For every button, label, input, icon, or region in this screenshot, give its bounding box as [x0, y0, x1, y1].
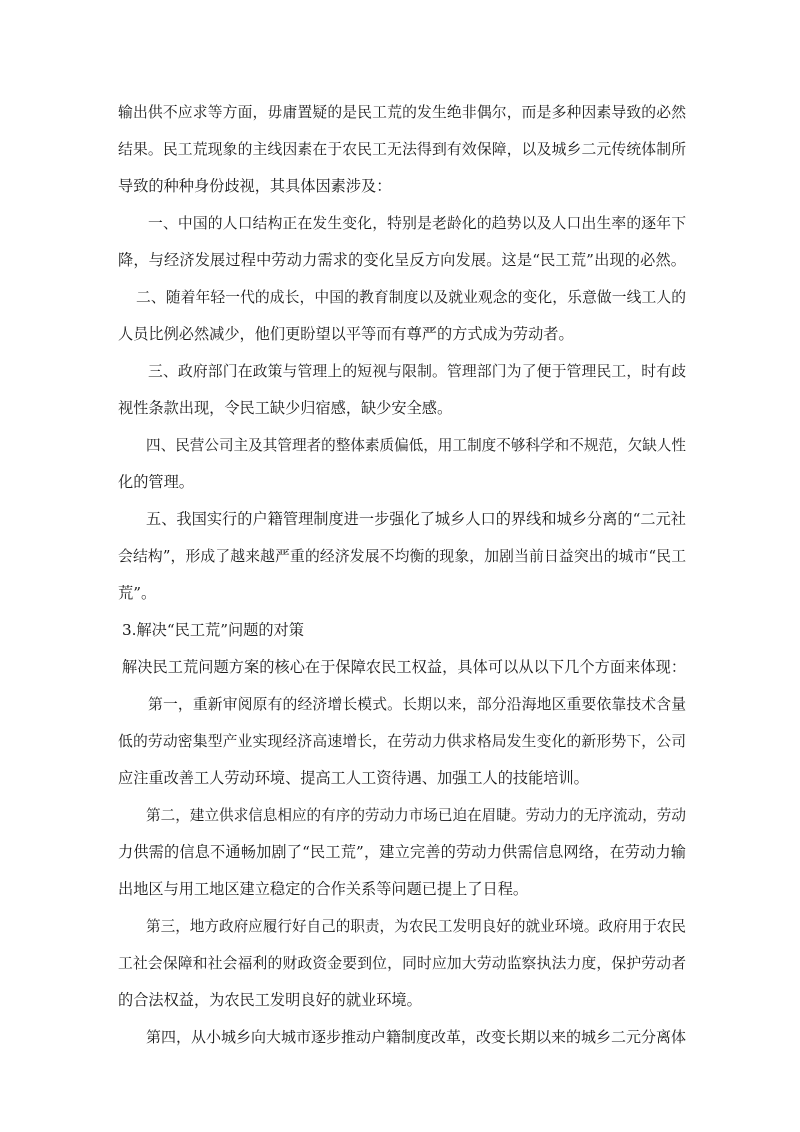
text-line: 一、中国的人口结构正在发生变化，特别是老龄化的趋势以及人口出生率的逐年下 — [148, 215, 686, 232]
text-line: 第三，地方政府应履行好自己的职责，为农民工发明良好的就业环境。政府用于农民 — [146, 918, 686, 935]
text-line: 第二，建立供求信息相应的有序的劳动力市场已迫在眉睫。劳动力的无序流动，劳动 — [146, 807, 686, 824]
document-page — [118, 94, 686, 1056]
text-line: 力供需的信息不通畅加剧了“民工荒”，建立完善的劳动力供需信息网络，在劳动力输 — [118, 843, 686, 861]
text-line: 三、政府部门在政策与管理上的短视与限制。管理部门为了便于管理民工，时有歧 — [148, 363, 686, 380]
text-line: 解决民工荒问题方案的核心在于保障农民工权益，具体可以从以下几个方面来体现： — [122, 658, 686, 676]
text-line: 出地区与用工地区建立稳定的合作关系等问题已提上了日程。 — [118, 880, 529, 898]
text-line: 二、随着年轻一代的成长，中国的教育制度以及就业观念的变化，乐意做一线工人的 — [136, 289, 686, 306]
text-line: 视性条款出现，令民工缺少归宿感，缺少安全感。 — [118, 399, 453, 417]
text-line: 荒”。 — [118, 584, 157, 602]
text-line: 导致的种种身份歧视，其具体因素涉及： — [118, 177, 392, 195]
text-line: 五、我国实行的户籍管理制度进一步强化了城乡人口的界线和城乡分离的“二元社 — [146, 510, 686, 528]
text-line: 输出供不应求等方面，毋庸置疑的是民工荒的发生绝非偶尔，而是多种因素导致的必然 — [118, 104, 686, 121]
text-line: 的合法权益，为农民工发明良好的就业环境。 — [118, 991, 422, 1009]
text-line: 四、民营公司主及其管理者的整体素质偏低，用工制度不够科学和不规范，欠缺人性 — [146, 437, 686, 454]
text-line: 化的管理。 — [118, 473, 194, 491]
text-line: 降，与经济发展过程中劳动力需求的变化呈反方向发展。这是“民工荒”出现的必然。 — [118, 251, 686, 269]
section-heading: 3.解决“民工荒”问题的对策 — [122, 621, 304, 639]
text-line: 工社会保障和社会福利的财政资金要到位，同时应加大劳动监察执法力度，保护劳动者 — [118, 955, 686, 972]
text-line: 人员比例必然减少，他们更盼望以平等而有尊严的方式成为劳动者。 — [118, 325, 574, 343]
text-line: 第四，从小城乡向大城市逐步推动户籍制度改革，改变长期以来的城乡二元分离体 — [146, 1028, 687, 1046]
text-line: 低的劳动密集型产业实现经济高速增长，在劳动力供求格局发生变化的新形势下，公司 — [118, 733, 686, 750]
text-line: 应注重改善工人劳动环境、提高工人工资待遇、加强工人的技能培训。 — [118, 769, 589, 787]
text-line: 结果。民工荒现象的主线因素在于农民工无法得到有效保障，以及城乡二元传统体制所 — [118, 141, 686, 158]
text-line: 第一，重新审阅原有的经济增长模式。长期以来，部分沿海地区重要依靠技术含量 — [148, 696, 686, 713]
text-line: 会结构”，形成了越来越严重的经济发展不均衡的现象，加剧当前日益突出的城市“民工 — [118, 548, 686, 565]
